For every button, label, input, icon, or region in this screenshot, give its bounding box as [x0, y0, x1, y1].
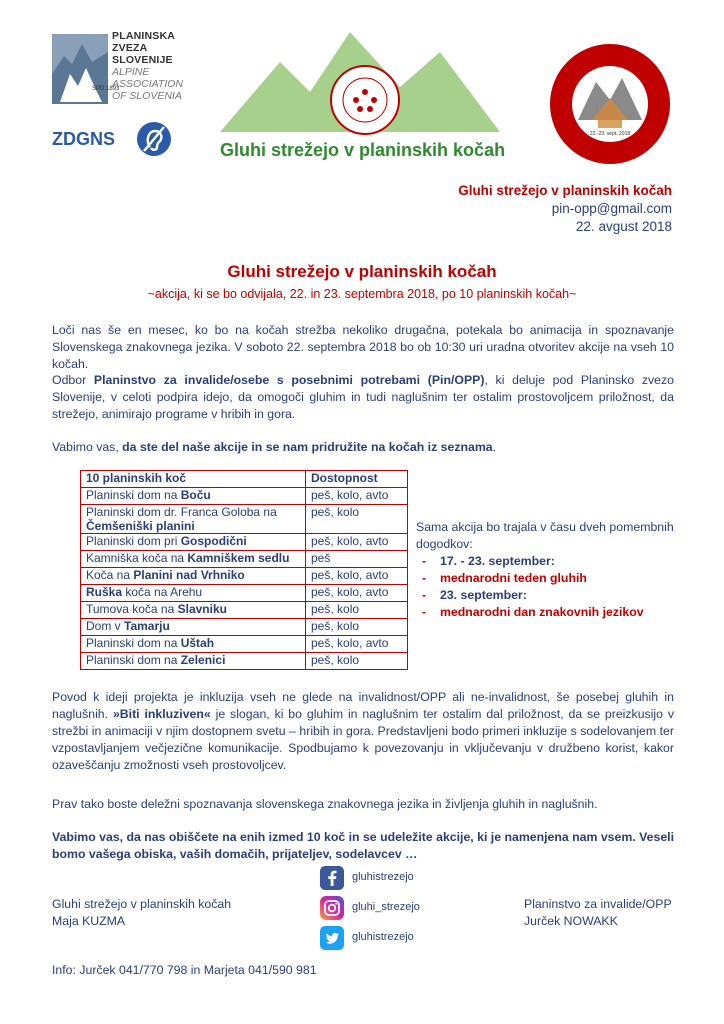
event-item: - 23. september: [416, 587, 676, 604]
facebook-icon [320, 866, 344, 890]
hut-name-cell [81, 619, 306, 636]
mountain-logo [200, 32, 520, 164]
seal-date: 22.-23. sept. 2018 [589, 131, 631, 137]
access-cell: peš, kolo [306, 505, 408, 534]
signature-person: Jurček NOWAKK [524, 914, 618, 928]
paragraph-intro: Loči nas še en mesec, ko bo na kočah strežba nekoliko drugačna, potekala bo animacija in spoznavanje Slovenskega znakovnega jezika. V soboto 22. septembra 2018 bo ob 10:30 uri uradna otvoritev akcije na vseh 10 kočah. [52, 323, 674, 371]
table-header-row [81, 471, 408, 488]
mountain-icon [200, 32, 520, 142]
mountain-caption: Gluhi strežejo v planinskih kočah [220, 140, 506, 160]
header-date: 22. avgust 2018 [575, 219, 672, 234]
text-run-bold: »Biti inkluziven« [112, 707, 211, 721]
access-cell: peš, kolo, avto [306, 488, 408, 505]
social-instagram[interactable] [320, 896, 480, 920]
text-run: . [492, 440, 497, 454]
facebook-handle[interactable]: gluhistrezejo [352, 871, 414, 883]
hut-name-cell [81, 636, 306, 653]
paragraph-closing: Vabimo vas, da nas obiščete na enih izmed 10 koč in se udeležite akcije, ki je namenjena nam vsem. Veseli bomo vašega obiska, vaših domačih, prijateljev, sodelavcev … [52, 830, 674, 861]
hut-name-bold: Uštah [180, 636, 215, 650]
signature-person: Maja KUZMA [52, 914, 126, 928]
text-run: Vabimo vas, [52, 440, 123, 454]
text-run: je slogan, ki bo gluhim in naglušnim ter ostalim dal priložnost, da se preizkusijo v strežbi in animaciji v njim dostopnem svetu – hribih in gora. Predstavljeni bodo primeri inkluzije s sodelovanjem ter vzpostavljanjem večjezične komunikacije. Spodbujamo k povezovanju in vključevanju v družbeno korist, kakor ozaveščanju zmožnosti vseh prostovoljcev. [52, 707, 674, 772]
paragraph-inclusion [52, 689, 674, 774]
twitter-handle[interactable]: gluhistrezejo [352, 931, 414, 943]
paragraph-committee [52, 372, 674, 423]
access-cell: peš [306, 551, 408, 568]
hut-name-cell [81, 585, 306, 602]
hut-name-bold: Boču [180, 488, 211, 502]
zdgns-logo [52, 121, 182, 161]
events-intro: Sama akcija bo trajala v času dveh pomembnih dogodkov: [416, 520, 674, 551]
instagram-handle[interactable]: gluhi_strezejo [352, 901, 420, 913]
events-block [416, 519, 676, 621]
hut-name-bold: Ruška [86, 585, 123, 599]
document-subtitle: ~akcija, ki se bo odvijala, 22. in 23. septembra 2018, po 10 planinskih kočah~ [147, 287, 577, 301]
hut-name-cell [81, 505, 306, 534]
header-email[interactable]: pin-opp@gmail.com [551, 201, 672, 216]
hut-name-bold: Kamniškem sedlu [187, 551, 290, 565]
access-cell: peš, kolo, avto [306, 585, 408, 602]
hut-name-text: Planinski dom na [86, 636, 181, 650]
hut-name-text: koča na Arehu [122, 585, 203, 599]
zdgns-label: ZDGNS [52, 129, 115, 149]
access-cell: peš, kolo [306, 653, 408, 670]
table-row [81, 534, 408, 551]
signature-right [524, 896, 672, 930]
text-run: , ki deluje pod Planinsko zvezo Slovenije, v celoti podpira idejo, da omogoči gluhim in tudi naglušnim ter ostalim prostovoljcem priložnost, da strežejo, animirajo programe v hribih in gora. [52, 373, 674, 421]
table-row [81, 568, 408, 585]
hut-name-cell [81, 551, 306, 568]
hut-name-text: Dom v [86, 619, 125, 633]
hut-name-text: Planinski dom na [86, 488, 181, 502]
pzs-line-italic: ALPINE [112, 66, 150, 78]
signature-org: Planinstvo za invalide/OPP [524, 897, 672, 911]
pzs-wordmark [112, 30, 183, 102]
access-cell: peš, kolo, avto [306, 534, 408, 551]
access-cell: peš, kolo [306, 602, 408, 619]
hearing-ear-icon [136, 121, 172, 157]
huts-table-body [81, 488, 408, 670]
pzs-line: ZVEZA [112, 42, 148, 54]
pzs-mark-label: SPD 1893 [92, 86, 120, 92]
event-item: - 17. - 23. september: [416, 553, 676, 570]
table-header: 10 planinskih koč [81, 471, 306, 488]
text-run-bold: Planinstvo za invalide/osebe s posebnimi potrebami (Pin/OPP) [93, 373, 485, 387]
hut-name-bold: Slavniku [177, 602, 227, 616]
table-row [81, 619, 408, 636]
pzs-logo [52, 30, 192, 108]
table-row [81, 488, 408, 505]
paragraph-invitation [52, 439, 674, 456]
access-cell: peš, kolo [306, 619, 408, 636]
hut-name-bold: Gospodični [180, 534, 247, 548]
signature-left [52, 896, 231, 930]
hut-name-text: Planinski dom dr. Franca Goloba na [86, 505, 277, 519]
seal-logo [548, 42, 672, 166]
hut-name-cell [81, 534, 306, 551]
hut-name-text: Planinski dom na [86, 653, 181, 667]
pzs-mountain-icon [52, 34, 120, 104]
table-row [81, 653, 408, 670]
hut-name-cell [81, 568, 306, 585]
event-item: - mednarodni teden gluhih [416, 570, 676, 587]
table-header: Dostopnost [306, 471, 408, 488]
table-row [81, 602, 408, 619]
contact-info: Info: Jurček 041/770 798 in Marjeta 041/590 981 [52, 963, 317, 977]
text-run: Odbor [52, 373, 94, 387]
table-row [81, 505, 408, 534]
header-block [400, 182, 672, 236]
hut-name-text: Kamniška koča na [86, 551, 188, 565]
pzs-line-italic: OF SLOVENIA [112, 90, 182, 102]
text-run-bold: da ste del naše akcije in se nam pridružite na kočah iz seznama [122, 440, 493, 454]
huts-table [80, 470, 408, 670]
hut-name-bold: Tamarju [124, 619, 170, 633]
access-cell: peš, kolo, avto [306, 568, 408, 585]
table-row [81, 551, 408, 568]
text-run: Povod k ideji projekta je inkluzija vseh ne glede na invalidnost/OPP ali ne-invalidnost, še posebej gluhih in naglušnih. [52, 690, 674, 721]
hut-name-cell [81, 653, 306, 670]
hut-name-text: Tumova koča na [86, 602, 178, 616]
paragraph-sign-language: Prav tako boste deležni spoznavanja slovenskega znakovnega jezika in življenja gluhih in naglušnih. [52, 797, 598, 811]
social-facebook[interactable] [320, 866, 480, 890]
pzs-line: SLOVENIJE [112, 54, 173, 66]
header-title: Gluhi strežejo v planinskih kočah [458, 183, 672, 198]
pzs-line-italic: ASSOCIATION [112, 78, 183, 90]
hut-name-cell [81, 602, 306, 619]
hut-name-bold: Zelenici [180, 653, 226, 667]
hut-name-bold: Planini nad Vrhniko [133, 568, 245, 582]
table-row [81, 636, 408, 653]
hut-name-text: Koča na [86, 568, 134, 582]
events-list [416, 553, 676, 621]
table-row [81, 585, 408, 602]
hut-name-bold: Čemšeniški planini [86, 519, 195, 533]
hut-name-text: Planinski dom pri [86, 534, 181, 548]
twitter-icon [320, 926, 344, 950]
document-title: Gluhi strežejo v planinskih kočah [227, 262, 497, 281]
hut-name-cell [81, 488, 306, 505]
social-twitter[interactable] [320, 926, 480, 950]
event-item: - mednarodni dan znakovnih jezikov [416, 604, 676, 621]
instagram-icon [320, 896, 344, 920]
access-cell: peš, kolo, avto [306, 636, 408, 653]
signature-org: Gluhi strežejo v planinskih kočah [52, 897, 232, 911]
pzs-line: PLANINSKA [112, 30, 176, 42]
